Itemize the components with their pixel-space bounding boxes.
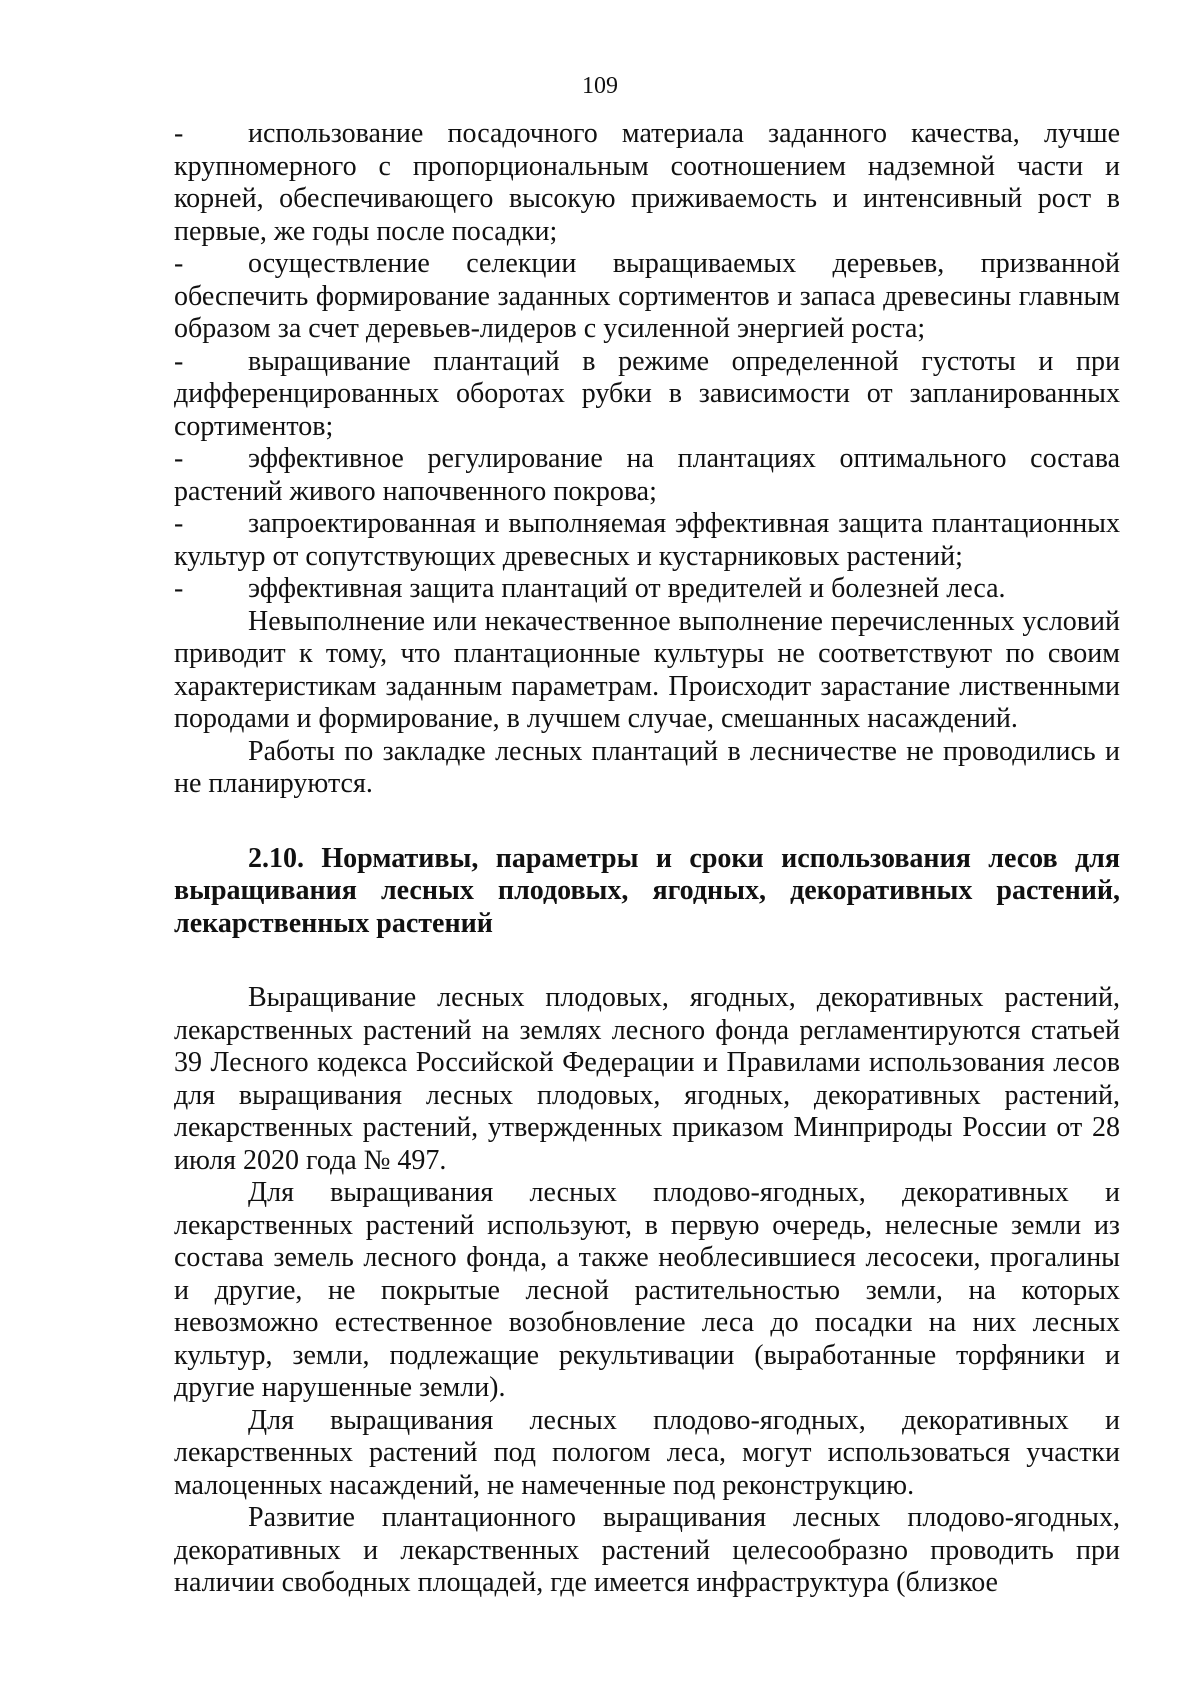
- list-item-text: использование посадочного материала заданного качества, лучше крупномерного с пропорциональным соотношением надземной части и корней, обеспечивающего высокую приживаемость и интенсивный рост в первые, же годы после посадки;: [174, 118, 1120, 247]
- section-heading: 2.10. Нормативы, параметры и сроки использования лесов для выращивания лесных плодовых, ягодных, декоративных растений, лекарственных растений: [174, 842, 1120, 939]
- list-item-text: эффективная защита плантаций от вредителей и болезней леса.: [248, 573, 1006, 604]
- list-item: [174, 346, 1120, 444]
- list-item: [174, 508, 1120, 573]
- list-dash: -: [174, 508, 184, 539]
- list-dash: -: [174, 118, 184, 149]
- list-dash: -: [174, 443, 184, 474]
- list-item-text: выращивание плантаций в режиме определенной густоты и при дифференцированных оборотах рубки в зависимости от запланированных сортиментов;: [174, 345, 1120, 442]
- body-paragraph: Для выращивания лесных плодово-ягодных, декоративных и лекарственных растений используют, в первую очередь, нелесные земли из состава земель лесного фонда, а также необлесившиеся лесосеки, прогалины и другие, не покрытые лесной растительностью земли, на которых невозможно естественное возобновление леса до посадки на них лесных культур, земли, подлежащие рекультивации (выработанные торфяники и другие нарушенные земли).: [174, 1177, 1120, 1403]
- body-paragraph: Невыполнение или некачественное выполнение перечисленных условий приводит к тому, что плантационные культуры не соответствуют по своим характеристикам заданным параметрам. Происходит зарастание лиственными породами и формирование, в лучшем случае, смешанных насаждений.: [174, 605, 1120, 734]
- body-paragraph: Выращивание лесных плодовых, ягодных, декоративных растений, лекарственных растений на землях лесного фонда регламентируются статьей 39 Лесного кодекса Российской Федерации и Правилами использования лесов для выращивания лесных плодовых, ягодных, декоративных растений, лекарственных растений, утвержденных приказом Минприроды России от 28 июля 2020 года № 497.: [174, 982, 1120, 1176]
- list-dash: -: [174, 573, 184, 604]
- list-item: [174, 573, 1120, 606]
- requirements-list: [174, 118, 1120, 606]
- list-item-text: эффективное регулирование на плантациях оптимального состава растений живого напочвенного покрова;: [174, 443, 1120, 507]
- body-paragraph: Для выращивания лесных плодово-ягодных, декоративных и лекарственных растений под пологом леса, могут использоваться участки малоценных насаждений, не намеченные под реконструкцию.: [174, 1404, 1120, 1501]
- body-paragraph: Развитие плантационного выращивания лесных плодово-ягодных, декоративных и лекарственных растений целесообразно проводить при наличии свободных площадей, где имеется инфраструктура (близкое: [174, 1502, 1120, 1598]
- list-item: [174, 443, 1120, 508]
- page-number: 109: [582, 73, 618, 99]
- list-item-text: запроектированная и выполняемая эффективная защита плантационных культур от сопутствующих древесных и кустарниковых растений;: [174, 508, 1120, 572]
- list-dash: -: [174, 345, 184, 377]
- body-paragraph: Работы по закладке лесных плантаций в лесничестве не проводились и не планируются.: [174, 735, 1120, 799]
- list-item: [174, 118, 1120, 248]
- list-item-text: осуществление селекции выращиваемых деревьев, призванной обеспечить формирование заданных сортиментов и запаса древесины главным образом за счет деревьев-лидеров с усиленной энергией роста;: [174, 248, 1120, 344]
- list-item: [174, 248, 1120, 346]
- list-dash: -: [174, 248, 184, 279]
- page-content: [174, 118, 1120, 1600]
